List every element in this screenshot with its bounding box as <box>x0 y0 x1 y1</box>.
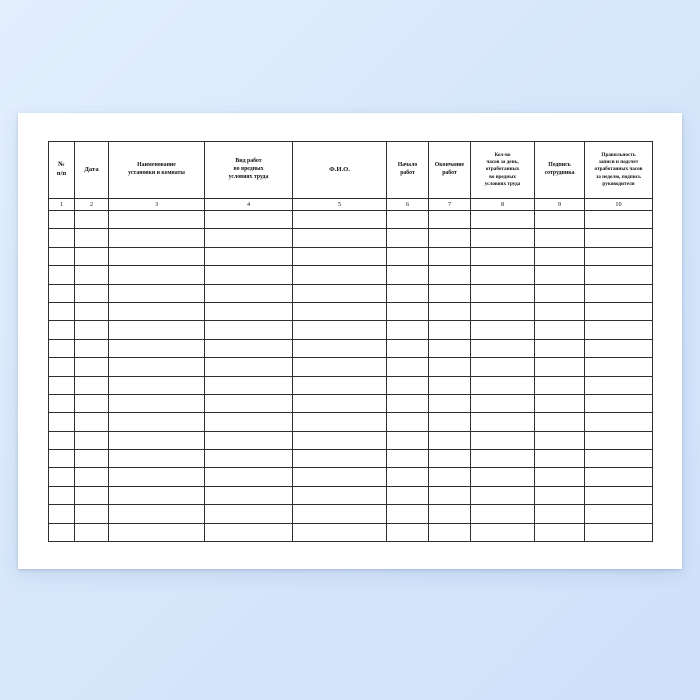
table-cell[interactable] <box>49 450 75 468</box>
table-row <box>49 358 653 376</box>
column-number: 9 <box>535 199 585 211</box>
table-cell[interactable] <box>471 505 535 523</box>
table-cell[interactable] <box>75 505 109 523</box>
table-cell[interactable] <box>109 229 205 247</box>
header-line: № <box>58 161 65 169</box>
table-cell[interactable] <box>429 505 471 523</box>
table-cell[interactable] <box>387 211 429 229</box>
header-cell-number <box>49 142 75 199</box>
table-row <box>49 284 653 302</box>
table-cell[interactable] <box>293 321 387 339</box>
table-cell[interactable] <box>293 339 387 357</box>
table-cell[interactable] <box>49 339 75 357</box>
table-cell[interactable] <box>49 284 75 302</box>
table-cell[interactable] <box>535 523 585 541</box>
table-cell[interactable] <box>585 266 653 284</box>
table-cell[interactable] <box>585 505 653 523</box>
header-cell-work-type <box>205 142 293 199</box>
table-cell[interactable] <box>293 394 387 412</box>
table-cell[interactable] <box>49 431 75 449</box>
table-cell[interactable] <box>387 486 429 504</box>
table-cell[interactable] <box>49 486 75 504</box>
table-cell[interactable] <box>293 376 387 394</box>
column-number: 1 <box>49 199 75 211</box>
table-cell[interactable] <box>535 505 585 523</box>
header-cell-hours <box>471 142 535 199</box>
table-cell[interactable] <box>75 321 109 339</box>
column-number: 2 <box>75 199 109 211</box>
table-cell[interactable] <box>109 211 205 229</box>
table-cell[interactable] <box>75 523 109 541</box>
column-number: 6 <box>387 199 429 211</box>
table-row <box>49 211 653 229</box>
table-cell[interactable] <box>429 394 471 412</box>
header-line: Вид работ <box>235 158 262 165</box>
table-cell[interactable] <box>429 486 471 504</box>
table-cell[interactable] <box>585 247 653 265</box>
table-cell[interactable] <box>205 302 293 320</box>
header-cell-fullname <box>293 142 387 199</box>
table-cell[interactable] <box>75 229 109 247</box>
table-cell[interactable] <box>387 450 429 468</box>
table-cell[interactable] <box>585 302 653 320</box>
table-cell[interactable] <box>293 450 387 468</box>
table-cell[interactable] <box>535 358 585 376</box>
table-cell[interactable] <box>205 486 293 504</box>
column-number: 8 <box>471 199 535 211</box>
table-cell[interactable] <box>429 247 471 265</box>
header-line: во вредных <box>233 166 264 173</box>
table-cell[interactable] <box>429 339 471 357</box>
table-cell[interactable] <box>75 266 109 284</box>
table-cell[interactable] <box>471 523 535 541</box>
table-cell[interactable] <box>429 376 471 394</box>
table-cell[interactable] <box>471 486 535 504</box>
table-cell[interactable] <box>387 266 429 284</box>
header-line: за неделю, подпись <box>596 173 641 180</box>
header-line: Правильность <box>601 152 636 159</box>
table-cell[interactable] <box>387 247 429 265</box>
table-cell[interactable] <box>293 211 387 229</box>
header-line: условиях труда <box>484 180 521 187</box>
table-cell[interactable] <box>471 468 535 486</box>
table-row <box>49 505 653 523</box>
table-cell[interactable] <box>293 486 387 504</box>
table-cell[interactable] <box>387 394 429 412</box>
table-cell[interactable] <box>585 376 653 394</box>
table-cell[interactable] <box>75 486 109 504</box>
table-cell[interactable] <box>585 431 653 449</box>
table-cell[interactable] <box>471 376 535 394</box>
table-cell[interactable] <box>109 247 205 265</box>
table-cell[interactable] <box>109 302 205 320</box>
table-row <box>49 339 653 357</box>
header-cell-supervisor-verification <box>585 142 653 199</box>
table-cell[interactable] <box>535 211 585 229</box>
table-cell[interactable] <box>75 302 109 320</box>
table-row <box>49 431 653 449</box>
table-cell[interactable] <box>75 284 109 302</box>
header-line: часов за день, <box>486 159 519 166</box>
table-cell[interactable] <box>205 505 293 523</box>
table-cell[interactable] <box>535 450 585 468</box>
table-header <box>49 142 653 211</box>
table-cell[interactable] <box>471 431 535 449</box>
table-cell[interactable] <box>75 431 109 449</box>
header-line: п/п <box>56 170 67 177</box>
table-cell[interactable] <box>49 523 75 541</box>
table-cell[interactable] <box>387 413 429 431</box>
table-cell[interactable] <box>49 321 75 339</box>
table-cell[interactable] <box>75 211 109 229</box>
table-cell[interactable] <box>585 321 653 339</box>
table-cell[interactable] <box>535 431 585 449</box>
table-cell[interactable] <box>49 266 75 284</box>
table-cell[interactable] <box>49 247 75 265</box>
table-cell[interactable] <box>293 523 387 541</box>
header-line: сотрудника <box>544 170 575 176</box>
table-cell[interactable] <box>205 431 293 449</box>
column-number: 10 <box>585 199 653 211</box>
table-cell[interactable] <box>49 211 75 229</box>
table-cell[interactable] <box>109 505 205 523</box>
table-cell[interactable] <box>293 302 387 320</box>
table-cell[interactable] <box>429 413 471 431</box>
table-cell[interactable] <box>49 394 75 412</box>
table-cell[interactable] <box>387 468 429 486</box>
header-cell-installation <box>109 142 205 199</box>
table-cell[interactable] <box>49 376 75 394</box>
table-cell[interactable] <box>585 229 653 247</box>
table-cell[interactable] <box>109 358 205 376</box>
table-cell[interactable] <box>387 302 429 320</box>
table-cell[interactable] <box>205 266 293 284</box>
header-line: отработанных часов <box>594 166 643 173</box>
table-cell[interactable] <box>109 523 205 541</box>
table-cell[interactable] <box>387 229 429 247</box>
table-cell[interactable] <box>387 321 429 339</box>
table-cell[interactable] <box>535 339 585 357</box>
table-cell[interactable] <box>293 468 387 486</box>
table-cell[interactable] <box>471 302 535 320</box>
table-cell[interactable] <box>205 211 293 229</box>
table-cell[interactable] <box>471 321 535 339</box>
table-cell[interactable] <box>535 247 585 265</box>
table-cell[interactable] <box>205 284 293 302</box>
table-cell[interactable] <box>75 358 109 376</box>
table-cell[interactable] <box>49 302 75 320</box>
table-cell[interactable] <box>387 431 429 449</box>
column-number: 4 <box>205 199 293 211</box>
table-cell[interactable] <box>109 266 205 284</box>
table-cell[interactable] <box>205 229 293 247</box>
table-cell[interactable] <box>205 468 293 486</box>
table-cell[interactable] <box>49 413 75 431</box>
table-cell[interactable] <box>293 247 387 265</box>
table-cell[interactable] <box>429 358 471 376</box>
table-cell[interactable] <box>535 376 585 394</box>
header-line: отработанных <box>485 166 520 173</box>
table-row <box>49 413 653 431</box>
table-cell[interactable] <box>535 302 585 320</box>
table-cell[interactable] <box>585 413 653 431</box>
table-cell[interactable] <box>429 321 471 339</box>
table-cell[interactable] <box>429 266 471 284</box>
table-cell[interactable] <box>387 358 429 376</box>
table-cell[interactable] <box>205 523 293 541</box>
table-cell[interactable] <box>75 413 109 431</box>
table-cell[interactable] <box>429 450 471 468</box>
table-cell[interactable] <box>293 431 387 449</box>
header-cell-end <box>429 142 471 199</box>
table-cell[interactable] <box>205 394 293 412</box>
table-cell[interactable] <box>75 376 109 394</box>
table-cell[interactable] <box>585 339 653 357</box>
table-cell[interactable] <box>49 229 75 247</box>
table-cell[interactable] <box>471 266 535 284</box>
header-line: работ <box>442 170 457 176</box>
table-cell[interactable] <box>293 505 387 523</box>
table-cell[interactable] <box>49 468 75 486</box>
table-cell[interactable] <box>387 523 429 541</box>
table-cell[interactable] <box>585 358 653 376</box>
table-cell[interactable] <box>49 358 75 376</box>
table-row <box>49 486 653 504</box>
header-line: Начало <box>397 162 418 169</box>
table-cell[interactable] <box>75 339 109 357</box>
table-cell[interactable] <box>585 394 653 412</box>
table-cell[interactable] <box>471 450 535 468</box>
table-cell[interactable] <box>293 413 387 431</box>
table-cell[interactable] <box>471 394 535 412</box>
table-cell[interactable] <box>387 339 429 357</box>
table-cell[interactable] <box>535 229 585 247</box>
table-cell[interactable] <box>471 247 535 265</box>
table-cell[interactable] <box>49 505 75 523</box>
header-line: Кол-во <box>494 152 511 159</box>
table-cell[interactable] <box>109 321 205 339</box>
table-cell[interactable] <box>471 358 535 376</box>
table-row <box>49 394 653 412</box>
table-row <box>49 376 653 394</box>
table-cell[interactable] <box>585 450 653 468</box>
table-cell[interactable] <box>585 211 653 229</box>
table-cell[interactable] <box>109 413 205 431</box>
header-line: Подпись <box>548 162 571 169</box>
column-number: 3 <box>109 199 205 211</box>
table-cell[interactable] <box>75 394 109 412</box>
table-cell[interactable] <box>109 284 205 302</box>
table-cell[interactable] <box>535 486 585 504</box>
table-cell[interactable] <box>109 468 205 486</box>
table-cell[interactable] <box>429 302 471 320</box>
header-line: Дата <box>84 165 99 173</box>
table-cell[interactable] <box>429 211 471 229</box>
header-line: установки и комнаты <box>128 170 185 176</box>
table-cell[interactable] <box>293 229 387 247</box>
table-row <box>49 229 653 247</box>
column-number: 5 <box>293 199 387 211</box>
table-cell[interactable] <box>109 376 205 394</box>
table-row <box>49 523 653 541</box>
table-cell[interactable] <box>205 358 293 376</box>
table-row <box>49 450 653 468</box>
table-cell[interactable] <box>471 229 535 247</box>
header-line: Наименование <box>137 162 176 169</box>
table-cell[interactable] <box>429 229 471 247</box>
table-row <box>49 321 653 339</box>
header-line: работ <box>400 170 415 176</box>
table-cell[interactable] <box>585 486 653 504</box>
journal-table-container <box>48 141 652 542</box>
table-cell[interactable] <box>585 468 653 486</box>
table-cell[interactable] <box>535 394 585 412</box>
table-cell[interactable] <box>429 468 471 486</box>
table-cell[interactable] <box>293 358 387 376</box>
table-cell[interactable] <box>205 376 293 394</box>
table-cell[interactable] <box>471 284 535 302</box>
table-cell[interactable] <box>109 486 205 504</box>
table-cell[interactable] <box>387 505 429 523</box>
table-cell[interactable] <box>535 284 585 302</box>
table-cell[interactable] <box>109 450 205 468</box>
table-cell[interactable] <box>387 284 429 302</box>
table-cell[interactable] <box>109 339 205 357</box>
header-line: руководителя <box>602 180 635 187</box>
header-line: во вредных <box>489 173 516 180</box>
table-cell[interactable] <box>387 376 429 394</box>
table-body <box>49 211 653 542</box>
column-number-row <box>49 199 653 211</box>
header-cell-date <box>75 142 109 199</box>
journal-table <box>48 141 653 542</box>
table-cell[interactable] <box>75 450 109 468</box>
table-cell[interactable] <box>205 321 293 339</box>
header-cell-start <box>387 142 429 199</box>
table-cell[interactable] <box>471 413 535 431</box>
table-cell[interactable] <box>205 413 293 431</box>
table-cell[interactable] <box>109 394 205 412</box>
header-line: Ф.И.О. <box>329 165 350 173</box>
table-row <box>49 247 653 265</box>
table-cell[interactable] <box>535 468 585 486</box>
table-cell[interactable] <box>585 284 653 302</box>
table-cell[interactable] <box>293 284 387 302</box>
table-cell[interactable] <box>205 339 293 357</box>
header-line: Окончание <box>434 162 465 169</box>
column-number: 7 <box>429 199 471 211</box>
header-row <box>49 142 653 199</box>
table-cell[interactable] <box>429 284 471 302</box>
header-cell-employee-signature <box>535 142 585 199</box>
table-cell[interactable] <box>535 266 585 284</box>
table-cell[interactable] <box>535 321 585 339</box>
header-line: условиях труда <box>228 173 269 180</box>
table-cell[interactable] <box>471 211 535 229</box>
table-row <box>49 468 653 486</box>
table-row <box>49 302 653 320</box>
table-cell[interactable] <box>535 413 585 431</box>
table-cell[interactable] <box>429 523 471 541</box>
table-cell[interactable] <box>293 266 387 284</box>
table-cell[interactable] <box>585 523 653 541</box>
table-cell[interactable] <box>75 247 109 265</box>
table-cell[interactable] <box>205 450 293 468</box>
header-line: записи и подсчет <box>598 159 639 166</box>
table-cell[interactable] <box>75 468 109 486</box>
table-row <box>49 266 653 284</box>
table-cell[interactable] <box>429 431 471 449</box>
table-cell[interactable] <box>109 431 205 449</box>
table-cell[interactable] <box>205 247 293 265</box>
table-cell[interactable] <box>471 339 535 357</box>
document-sheet <box>18 113 682 569</box>
